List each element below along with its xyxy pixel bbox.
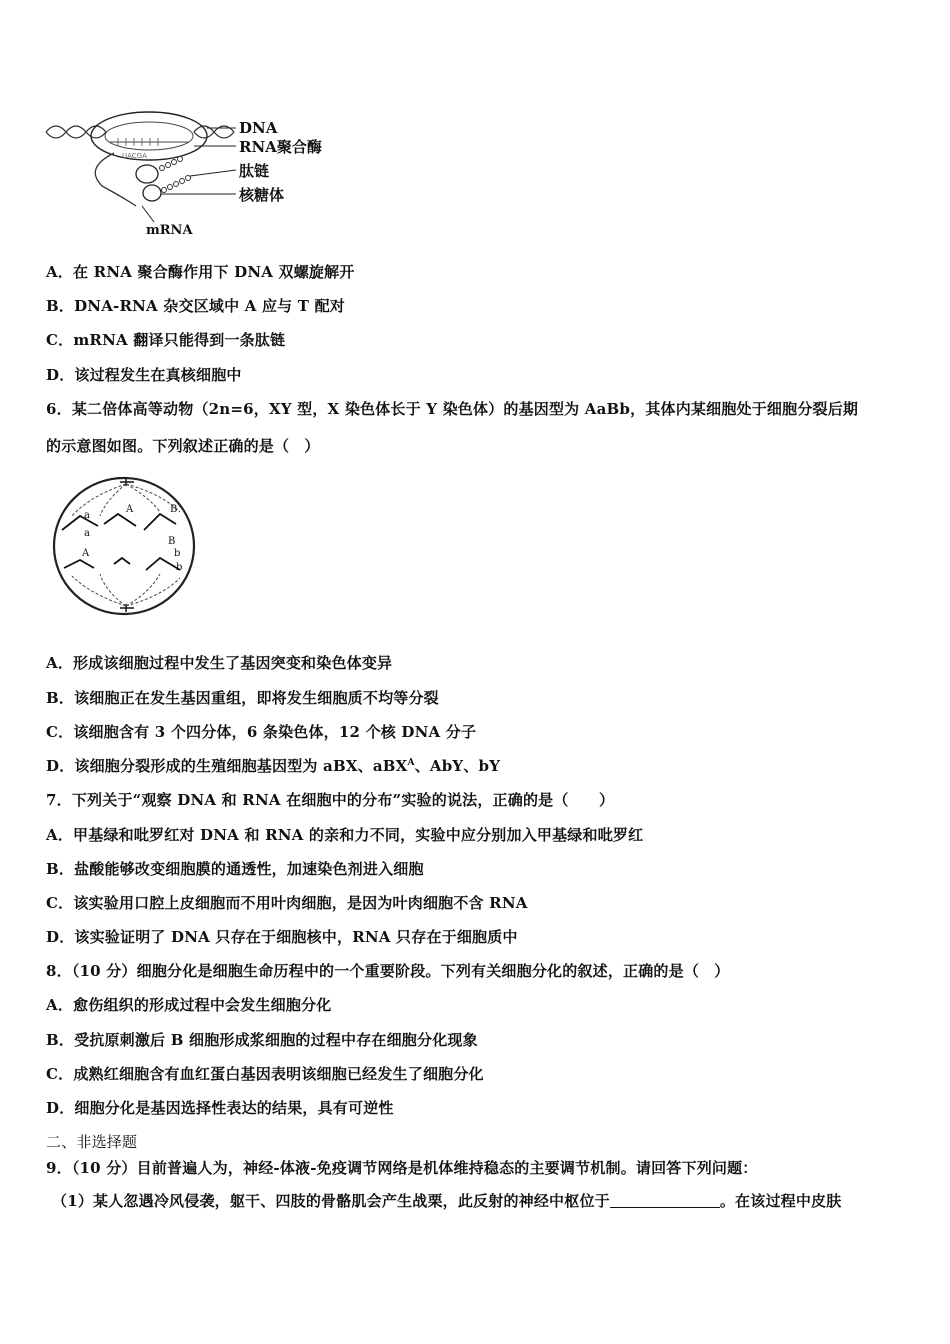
q6-option-d-sup: A xyxy=(407,758,415,768)
gene-label-a-2: a xyxy=(84,528,90,539)
q7-option-a: A．甲基绿和吡罗红对 DNA 和 RNA 的亲和力不同，实验中应分别加入甲基绿和吡罗红 xyxy=(46,826,644,844)
q5-option-c: C．mRNA 翻译只能得到一条肽链 xyxy=(46,331,286,349)
q9-part1 xyxy=(52,1190,841,1211)
gene-label-a-1: a xyxy=(84,510,90,521)
q6-option-c: C．该细胞含有 3 个四分体，6 条染色体，12 个核 DNA 分子 xyxy=(46,723,477,741)
gene-label-B-2: B xyxy=(168,536,176,547)
figure1-inner-text: UACGA xyxy=(122,152,147,160)
q9-part1-prefix: （1）某人忽遇冷风侵袭，躯干、四肢的骨骼肌会产生战栗，此反射的神经中枢位于 xyxy=(52,1192,610,1210)
q5-option-b: B．DNA-RNA 杂交区域中 A 应与 T 配对 xyxy=(46,297,345,315)
q9-part1-suffix: 。在该过程中皮肤 xyxy=(719,1192,842,1210)
q7-option-c: C．该实验用口腔上皮细胞而不用叶肉细胞，是因为叶肉细胞不含 RNA xyxy=(46,894,528,912)
figure1-label-dna: DNA xyxy=(239,119,278,137)
gene-label-b-2: b xyxy=(176,562,183,573)
gene-label-A-1: A xyxy=(126,504,134,515)
q6-option-d xyxy=(46,755,500,776)
q6-option-d-prefix: D．该细胞分裂形成的生殖细胞基因型为 aBX、aBX xyxy=(46,757,408,775)
section-heading: 二、非选择题 xyxy=(46,1133,138,1151)
q6-option-a: A．形成该细胞过程中发生了基因突变和染色体变异 xyxy=(46,654,393,672)
cell-division-figure xyxy=(50,474,200,619)
q8-option-d: D．细胞分化是基因选择性表达的结果，具有可逆性 xyxy=(46,1099,394,1117)
figure1-label-mrna: mRNA xyxy=(146,223,193,238)
q7-option-b: B．盐酸能够改变细胞膜的通透性，加速染色剂进入细胞 xyxy=(46,860,424,878)
figure1-label-ribosome: 核糖体 xyxy=(239,186,285,204)
figure1-label-rna-polymerase: RNA聚合酶 xyxy=(239,138,322,156)
gene-label-B-1: B xyxy=(170,504,178,515)
q5-option-a: A．在 RNA 聚合酶作用下 DNA 双螺旋解开 xyxy=(46,263,355,281)
q7-option-d: D．该实验证明了 DNA 只存在于细胞核中，RNA 只存在于细胞质中 xyxy=(46,928,518,946)
q6-stem-line2: 的示意图如图。下列叙述正确的是（ ） xyxy=(46,437,320,455)
q7-stem: 7．下列关于“观察 DNA 和 RNA 在细胞中的分布”实验的说法，正确的是（ ） xyxy=(46,791,615,809)
q8-stem: 8．（10 分）细胞分化是细胞生命历程中的一个重要阶段。下列有关细胞分化的叙述，正确的是（ ） xyxy=(46,962,730,980)
gene-label-A-2: A xyxy=(82,548,90,559)
answer-blank[interactable] xyxy=(610,1193,720,1208)
transcription-translation-figure xyxy=(44,98,344,240)
q6-option-b: B．该细胞正在发生基因重组，即将发生细胞质不均等分裂 xyxy=(46,689,439,707)
figure1-label-peptide: 肽链 xyxy=(239,162,270,180)
q5-option-d: D．该过程发生在真核细胞中 xyxy=(46,366,242,384)
q8-option-c: C．成熟红细胞含有血红蛋白基因表明该细胞已经发生了细胞分化 xyxy=(46,1065,484,1083)
q9-stem: 9．（10 分）目前普遍人为，神经-体液-免疫调节网络是机体维持稳态的主要调节机制。请回答下列问题： xyxy=(46,1159,758,1177)
q6-option-d-suffix: 、AbY、bY xyxy=(414,757,501,775)
q8-option-b: B．受抗原刺激后 B 细胞形成浆细胞的过程中存在细胞分化现象 xyxy=(46,1031,478,1049)
gene-label-b-1: b xyxy=(174,548,181,559)
q6-stem-line1: 6．某二倍体高等动物（2n=6，XY 型，X 染色体长于 Y 染色体）的基因型为 AaBb，其体内某细胞处于细胞分裂后期 xyxy=(46,400,859,418)
q8-option-a: A．愈伤组织的形成过程中会发生细胞分化 xyxy=(46,996,332,1014)
